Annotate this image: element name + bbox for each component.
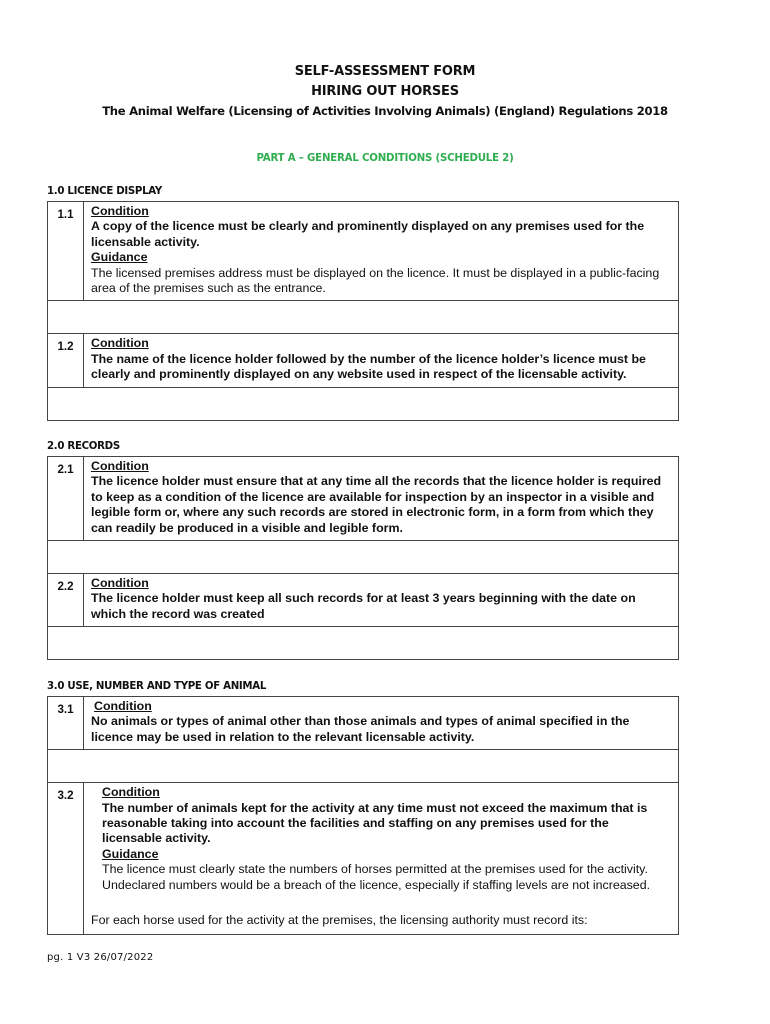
condition-label: Condition <box>94 699 152 713</box>
condition-row <box>48 697 678 750</box>
response-field[interactable] <box>48 388 678 420</box>
response-field[interactable] <box>48 541 678 574</box>
guidance-label: Guidance <box>102 846 159 861</box>
condition-text: No animals or types of animal other than those animals and types of animal specified in the licence may be used in relation to the relevant licensable activity. <box>91 714 630 744</box>
condition-row <box>48 783 678 934</box>
condition-text: The number of animals kept for the activity at any time must not exceed the maximum that is reasonable taking into account the facilities and staffing on any premises used for the licensable activity. <box>102 800 648 846</box>
form-subtitle: HIRING OUT HORSES <box>311 84 459 99</box>
section-table-licence-display <box>47 201 679 421</box>
condition-label: Condition <box>91 336 149 351</box>
guidance-text: The licensed premises address must be displayed on the licence. It must be displayed in a public-facing area of the premises such as the entrance. <box>91 265 660 296</box>
condition-row <box>48 574 678 627</box>
condition-text-block <box>91 697 678 749</box>
condition-text: The licence holder must ensure that at any time all the records that the licence holder is required to keep as a condition of the licence are available for inspection by an inspector in a visible and legible form or, where any such records are stored in electronic form, in a form from which they can readily be produced in a visible and legible form. <box>91 474 662 535</box>
section-heading-use-number-type: 3.0 USE, NUMBER AND TYPE OF ANIMAL <box>47 681 267 692</box>
condition-number: 1.1 <box>48 202 84 300</box>
response-field[interactable] <box>48 627 678 659</box>
condition-text-block <box>91 574 678 626</box>
condition-row <box>48 202 678 301</box>
guidance-label: Guidance <box>91 250 148 265</box>
part-heading: PART A – GENERAL CONDITIONS (SCHEDULE 2) <box>256 153 514 164</box>
page-footer: pg. 1 V3 26/07/2022 <box>47 952 154 963</box>
regulations-title: The Animal Welfare (Licensing of Activities Involving Animals) (England) Regulations 2018 <box>102 104 668 118</box>
condition-number: 3.2 <box>48 783 84 934</box>
section-heading-records: 2.0 RECORDS <box>47 441 120 452</box>
condition-number: 3.1 <box>48 697 84 749</box>
response-field[interactable] <box>48 750 678 783</box>
condition-label: Condition <box>102 785 160 800</box>
condition-text: A copy of the licence must be clearly and prominently displayed on any premises used for the licensable activity. <box>91 219 645 249</box>
condition-label: Condition <box>91 204 149 218</box>
condition-number: 2.2 <box>48 574 84 626</box>
condition-text-block <box>91 334 678 386</box>
section-heading-licence-display: 1.0 LICENCE DISPLAY <box>47 186 162 197</box>
condition-row <box>48 457 678 541</box>
condition-number: 2.1 <box>48 457 84 540</box>
condition-text-block <box>102 783 678 897</box>
condition-text-block <box>91 202 678 300</box>
guidance-text: The licence must clearly state the numbers of horses permitted at the premises used for the activity. Undeclared numbers would be a breach of the licence, especially if staffing levels are not increased. <box>102 862 651 892</box>
condition-number: 1.2 <box>48 334 84 386</box>
condition-text-block <box>91 457 678 540</box>
condition-label: Condition <box>91 576 149 591</box>
form-title: SELF-ASSESSMENT FORM <box>294 64 476 79</box>
condition-text: The licence holder must keep all such records for at least 3 years beginning with the date on which the record was created <box>91 591 636 621</box>
condition-text: The name of the licence holder followed by the number of the licence holder’s licence must be clearly and prominently displayed on any website used in respect of the licensable activity. <box>91 351 646 382</box>
record-instruction-text: For each horse used for the activity at the premises, the licensing authority must record its: <box>91 913 588 928</box>
response-field[interactable] <box>48 301 678 334</box>
condition-label: Condition <box>91 459 149 473</box>
condition-row <box>48 334 678 387</box>
section-table-records <box>47 456 679 660</box>
section-table-use-number-type <box>47 696 679 935</box>
